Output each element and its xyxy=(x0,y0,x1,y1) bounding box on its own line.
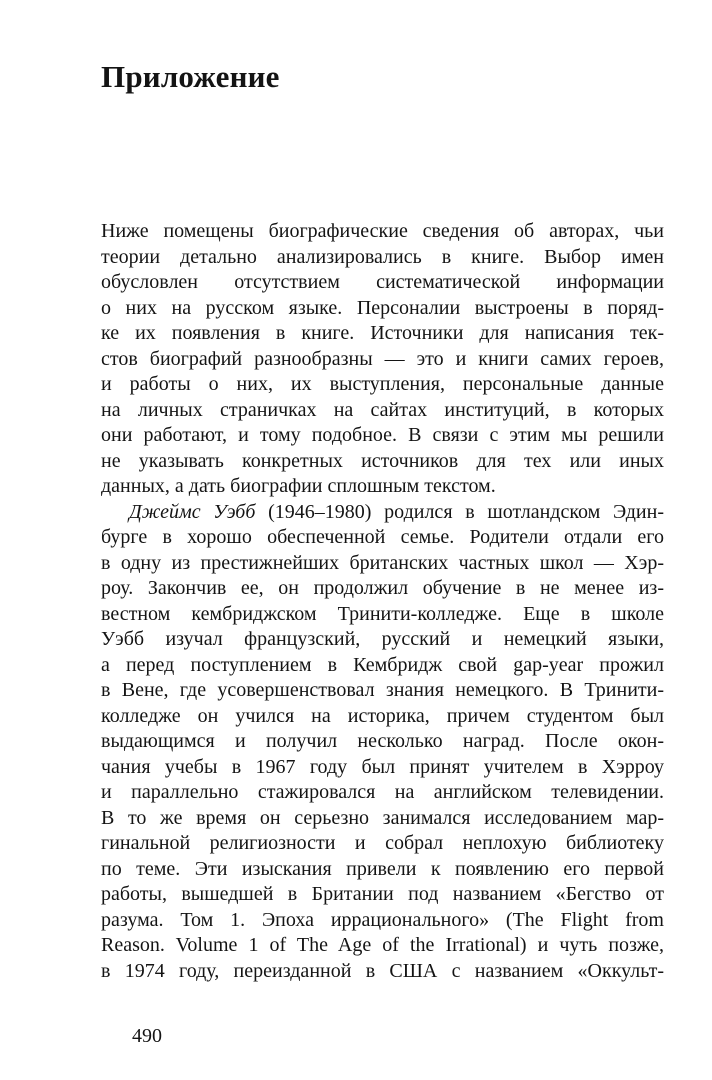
text-line: разума. Том 1. Эпоха иррационального» (The Flight from xyxy=(101,908,664,931)
text-line: в Вене, где усовершенствовал знания немецкого. В Тринити- xyxy=(101,679,664,701)
text-line: стов биографий разнообразны — это и книги самих героев, xyxy=(101,347,664,370)
text-line: в 1974 году, переизданной в США с названием «Оккульт- xyxy=(101,959,664,982)
text-line: Уэбб изучал французский, русский и немецкий языки, xyxy=(101,628,664,650)
text-line: работы, вышедшей в Британии под названием «Бегство от xyxy=(101,883,664,905)
text-line: данных, а дать биографии сплошным текстом. xyxy=(101,475,496,497)
text-line: а перед поступлением в Кембридж свой gap-year прожил xyxy=(101,653,664,676)
text-line xyxy=(101,500,664,526)
text-line: на личных страничках на сайтах институций, в которых xyxy=(101,398,664,421)
text-line: в одну из престижнейших британских частных школ — Хэр- xyxy=(101,551,664,574)
text-line: вестном кембриджском Тринити-колледже. Еще в школе xyxy=(101,602,664,625)
text-line: выдающимся и получил несколько наград. После окон- xyxy=(101,730,664,752)
paragraph-intro xyxy=(101,219,664,500)
text-line: чания учебы в 1967 году был принят учителем в Хэрроу xyxy=(101,755,664,778)
text-line: и параллельно стажировался на английском телевидении. xyxy=(101,781,664,803)
text-line: они работают, и тому подобное. В связи с этим мы решили xyxy=(101,424,664,446)
page-title: Приложение xyxy=(101,59,280,94)
text-line: теории детально анализировались в книге. Выбор имен xyxy=(101,245,664,268)
text-line: колледже он учился на историка, причем студентом был xyxy=(101,704,664,727)
text-line: обусловлен отсутствием систематической информации xyxy=(101,271,664,293)
text-line: Reason. Volume 1 of The Age of the Irrational) и чуть позже, xyxy=(101,934,664,956)
body-text xyxy=(101,219,664,984)
text-line: роу. Закончив ее, он продолжил обучение в не менее из- xyxy=(101,577,664,599)
author-name: Джеймс Уэбб xyxy=(129,500,256,523)
text-line: по теме. Эти изыскания привели к появлению его первой xyxy=(101,857,664,880)
text-line: В то же время он серьезно занимался исследованием мар- xyxy=(101,806,664,829)
text-line: бурге в хорошо обеспеченной семье. Родители отдали его xyxy=(101,526,664,548)
text-line: Ниже помещены биографические сведения об авторах, чьи xyxy=(101,220,664,242)
text-line: ке их появления в книге. Источники для написания тек- xyxy=(101,322,664,344)
text-line: о них на русском языке. Персоналии выстроены в поряд- xyxy=(101,296,664,319)
page-number: 490 xyxy=(132,1025,162,1047)
text-line: гинальной религиозности и собрал неплохую библиотеку xyxy=(101,832,664,854)
text-fragment: (1946–1980) родился в шотландском Эдин- xyxy=(255,500,664,523)
paragraph-webb-biography xyxy=(101,500,664,985)
text-line: и работы о них, их выступления, персональные данные xyxy=(101,373,664,395)
text-line: не указывать конкретных источников для тех или иных xyxy=(101,449,664,472)
